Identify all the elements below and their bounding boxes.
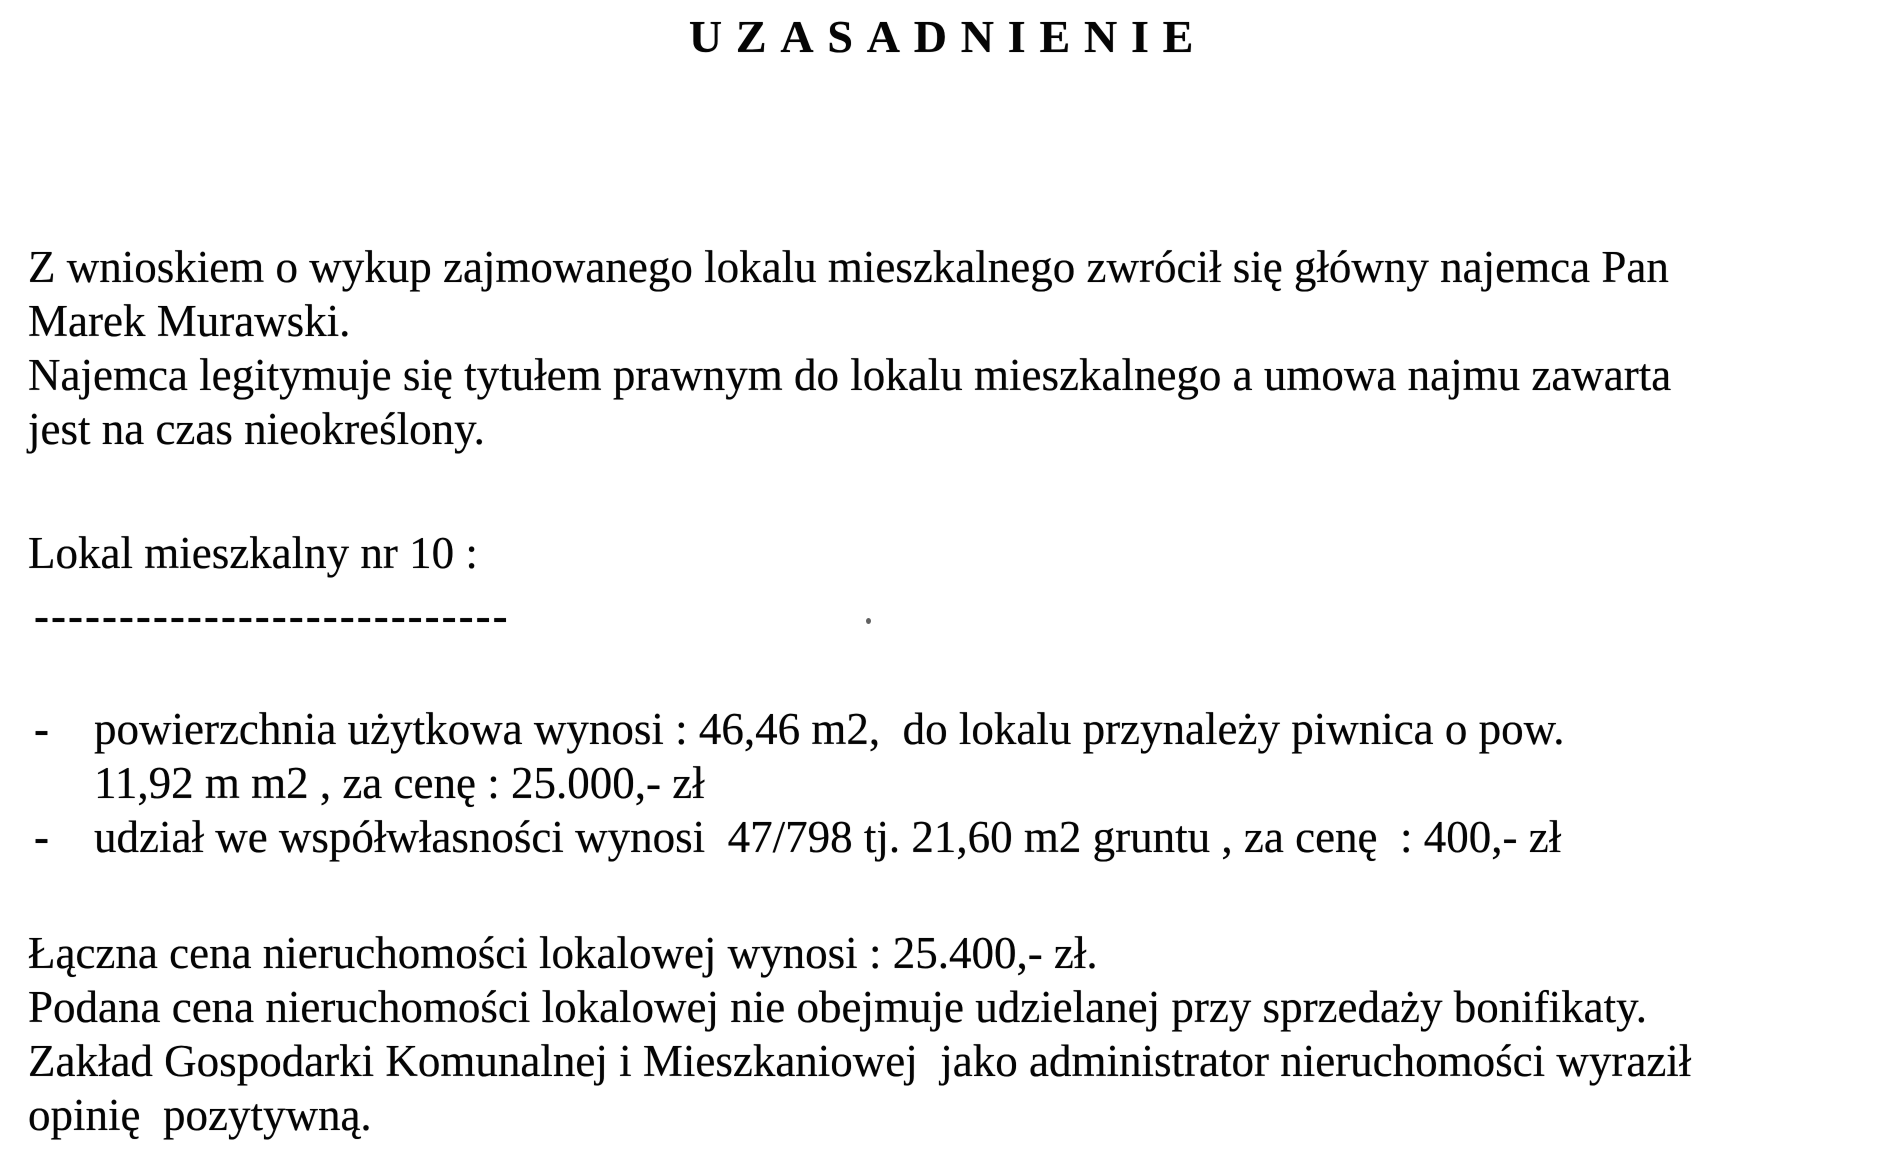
paragraph-line: Zakład Gospodarki Komunalnej i Mieszkaniowej jako administrator nieruchomości wyraził <box>28 1036 1692 1086</box>
bullet-text <box>94 702 1876 810</box>
paragraph-line: Marek Murawski. <box>28 296 351 346</box>
paragraph-line: Najemca legitymuje się tytułem prawnym do lokalu mieszkalnego a umowa najmu zawarta <box>28 350 1672 400</box>
bullet-list <box>28 702 1876 864</box>
paragraph-line: Podana cena nieruchomości lokalowej nie obejmuje udzielanej przy sprzedaży bonifikaty. <box>28 982 1647 1032</box>
paragraph-line: opinię pozytywną. <box>28 1090 372 1140</box>
closing-paragraphs <box>28 926 1876 1142</box>
dashed-divider: ---------------------------- <box>34 591 510 641</box>
section-heading: Lokal mieszkalny nr 10 : <box>28 528 478 578</box>
paragraph-line: Łączna cena nieruchomości lokalowej wynosi : 25.400,- zł. <box>28 928 1098 978</box>
intro-paragraphs <box>28 240 1876 456</box>
scan-speck-artifact <box>866 618 871 624</box>
bullet-item <box>28 702 1876 810</box>
bullet-line: powierzchnia użytkowa wynosi : 46,46 m2, do lokalu przynależy piwnica o pow. <box>94 704 1565 754</box>
bullet-item <box>28 810 1876 864</box>
document-title: UZASADNIENIE <box>688 11 1208 62</box>
bullet-dash: - <box>34 704 49 754</box>
bullet-dash: - <box>34 812 49 862</box>
paragraph-line: Z wnioskiem o wykup zajmowanego lokalu mieszkalnego zwrócił się główny najemca Pan <box>28 242 1669 292</box>
bullet-line: udział we współwłasności wynosi 47/798 tj. 21,60 m2 gruntu , za cenę : 400,- zł <box>94 812 1562 862</box>
bullet-line: 11,92 m m2 , za cenę : 25.000,- zł <box>94 758 705 808</box>
bullet-text <box>94 810 1876 864</box>
paragraph-line: jest na czas nieokreślony. <box>28 404 485 454</box>
